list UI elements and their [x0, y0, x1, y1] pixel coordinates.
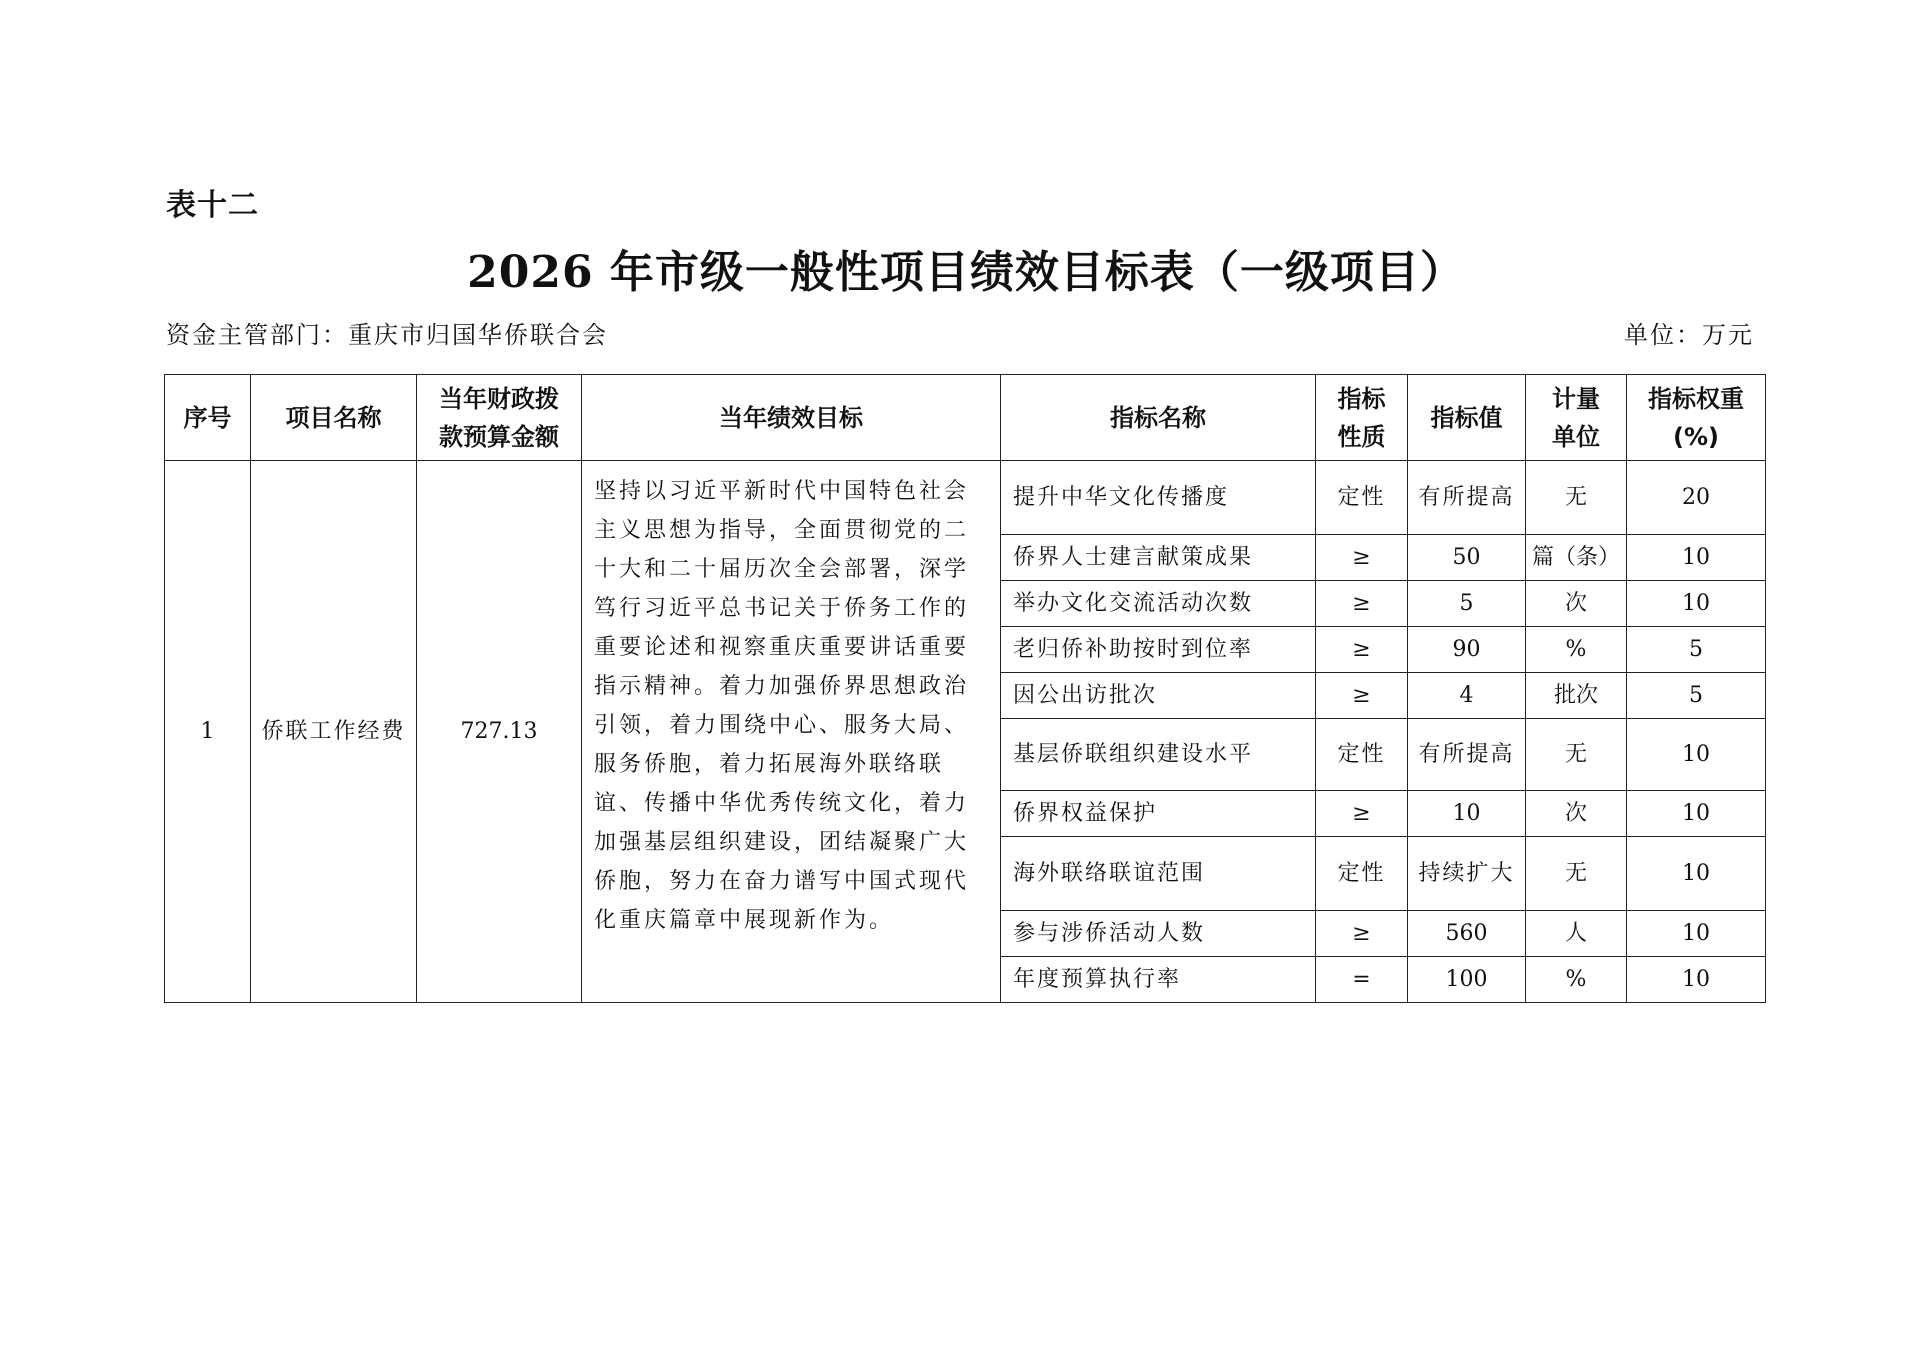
indicator-unit: 人 — [1526, 911, 1627, 957]
indicator-unit: 次 — [1526, 791, 1627, 837]
indicator-unit: % — [1526, 957, 1627, 1003]
indicator-value: 100 — [1408, 957, 1526, 1003]
header-indicator-value: 指标值 — [1408, 375, 1526, 461]
performance-target-table — [164, 374, 1766, 1003]
unit-label: 单位：万元 — [1624, 321, 1754, 349]
indicator-weight: 10 — [1627, 837, 1766, 911]
indicator-nature: 定性 — [1316, 461, 1408, 535]
indicator-value: 有所提高 — [1408, 719, 1526, 791]
indicator-nature: ≥ — [1316, 911, 1408, 957]
indicator-nature: ≥ — [1316, 535, 1408, 581]
header-weight: 指标权重 (%) — [1627, 375, 1766, 461]
project-budget: 727.13 — [417, 461, 582, 1003]
indicator-unit: 批次 — [1526, 673, 1627, 719]
indicator-nature: ≥ — [1316, 581, 1408, 627]
header-unit: 计量 单位 — [1526, 375, 1627, 461]
indicator-unit: 无 — [1526, 719, 1627, 791]
project-goal — [582, 461, 1001, 1003]
indicator-weight: 10 — [1627, 791, 1766, 837]
indicator-weight: 20 — [1627, 461, 1766, 535]
table-header-row — [165, 375, 1766, 461]
indicator-nature: = — [1316, 957, 1408, 1003]
indicator-name: 基层侨联组织建设水平 — [1001, 719, 1316, 791]
indicator-value: 90 — [1408, 627, 1526, 673]
indicator-name: 提升中华文化传播度 — [1001, 461, 1316, 535]
indicator-weight: 10 — [1627, 911, 1766, 957]
indicator-weight: 10 — [1627, 535, 1766, 581]
table-number-label: 表十二 — [166, 188, 259, 223]
header-project-name: 项目名称 — [251, 375, 417, 461]
indicator-value: 560 — [1408, 911, 1526, 957]
indicator-weight: 10 — [1627, 581, 1766, 627]
indicator-name: 侨界人士建言献策成果 — [1001, 535, 1316, 581]
header-indicator-name: 指标名称 — [1001, 375, 1316, 461]
indicator-value: 4 — [1408, 673, 1526, 719]
header-goal: 当年绩效目标 — [582, 375, 1001, 461]
indicator-name: 因公出访批次 — [1001, 673, 1316, 719]
project-name: 侨联工作经费 — [251, 461, 417, 1003]
header-budget: 当年财政拨 款预算金额 — [417, 375, 582, 461]
indicator-nature: ≥ — [1316, 627, 1408, 673]
indicator-name: 老归侨补助按时到位率 — [1001, 627, 1316, 673]
indicator-value: 持续扩大 — [1408, 837, 1526, 911]
department-label: 资金主管部门：重庆市归国华侨联合会 — [166, 321, 608, 349]
indicator-weight: 10 — [1627, 719, 1766, 791]
indicator-unit: % — [1526, 627, 1627, 673]
project-seq: 1 — [165, 461, 251, 1003]
indicator-name: 侨界权益保护 — [1001, 791, 1316, 837]
indicator-unit: 次 — [1526, 581, 1627, 627]
indicator-unit: 篇（条） — [1526, 535, 1627, 581]
indicator-weight: 10 — [1627, 957, 1766, 1003]
document-title: 2026 年市级一般性项目绩效目标表（一级项目） — [467, 247, 1465, 298]
indicator-unit: 无 — [1526, 461, 1627, 535]
indicator-name: 年度预算执行率 — [1001, 957, 1316, 1003]
table-row — [165, 461, 1766, 535]
indicator-nature: 定性 — [1316, 837, 1408, 911]
indicator-unit: 无 — [1526, 837, 1627, 911]
indicator-nature: 定性 — [1316, 719, 1408, 791]
indicator-weight: 5 — [1627, 673, 1766, 719]
indicator-name: 海外联络联谊范围 — [1001, 837, 1316, 911]
indicator-weight: 5 — [1627, 627, 1766, 673]
header-seq: 序号 — [165, 375, 251, 461]
indicator-value: 5 — [1408, 581, 1526, 627]
indicator-nature: ≥ — [1316, 791, 1408, 837]
indicator-name: 举办文化交流活动次数 — [1001, 581, 1316, 627]
indicator-name: 参与涉侨活动人数 — [1001, 911, 1316, 957]
header-indicator-nature: 指标 性质 — [1316, 375, 1408, 461]
indicator-value: 50 — [1408, 535, 1526, 581]
indicator-value: 10 — [1408, 791, 1526, 837]
indicator-value: 有所提高 — [1408, 461, 1526, 535]
project-goal-text: 坚持以习近平新时代中国特色社会主义思想为指导，全面贯彻党的二十大和二十届历次全会部署，深学笃行习近平总书记关于侨务工作的重要论述和视察重庆重要讲话重要指示精神。着力加强侨界思想政治引领，着力围绕中心、服务大局、服务侨胞，着力拓展海外联络联谊、传播中华优秀传统文化，着力加强基层组织建设，团结凝聚广大侨胞，努力在奋力谱写中国式现代化重庆篇章中展现新作为。 — [594, 478, 970, 933]
indicator-nature: ≥ — [1316, 673, 1408, 719]
